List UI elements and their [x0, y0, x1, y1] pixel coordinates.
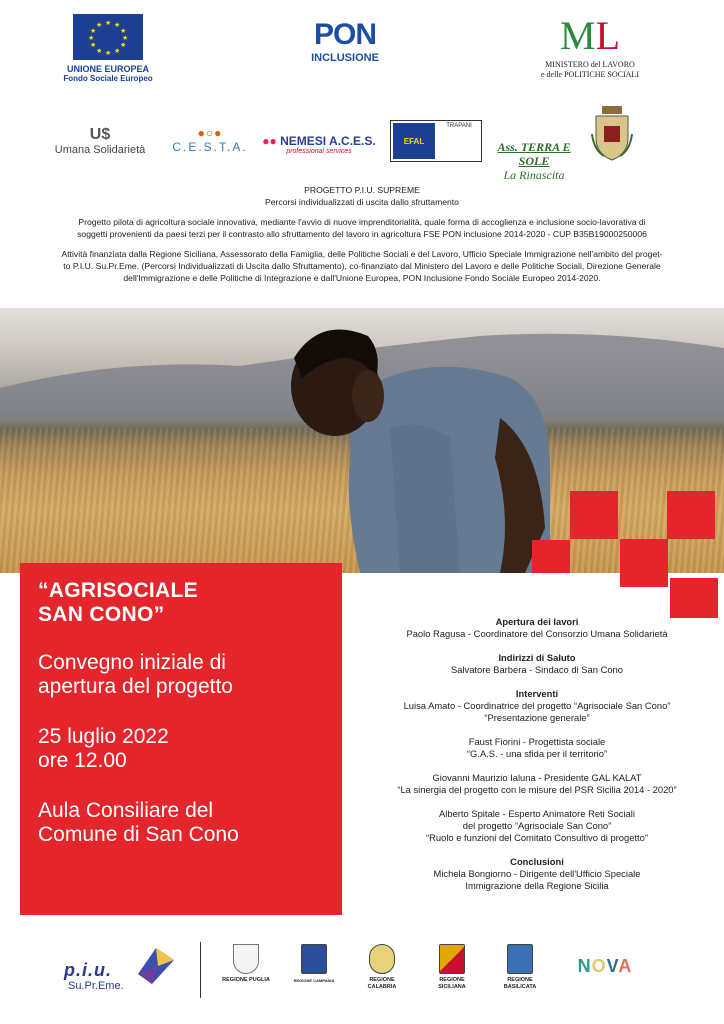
project-funding-line1: Attività finanziata dalla Regione Siciliana, Assessorato della Famiglia, delle Politiche Sociali e del Lavoro, Ufficio Speciale Immigrazione nell'ambito del proget- — [61, 249, 663, 259]
talk-1-title: “Presentazione generale” — [484, 712, 590, 723]
terra-subtitle: La Rinascita — [503, 168, 565, 182]
event-place-line1: Aula Consiliare del — [38, 799, 214, 822]
greetings-heading: Indirizzi di Saluto — [498, 652, 576, 663]
conclusions-speaker-line1: Michela Bongiorno - Dirigente dell'Ufficio Speciale — [433, 868, 641, 879]
decor-square-4 — [532, 540, 570, 573]
region-basilicata-logo — [494, 944, 546, 991]
decor-square-1 — [570, 491, 618, 539]
nemesi-logo — [254, 134, 384, 155]
cesta-name: C.E.S.T.A. — [172, 140, 248, 154]
puglia-shield-icon — [233, 944, 259, 974]
project-desc-line1: Progetto pilota di agricoltura sociale innovativa, mediante l'avvio di nuove imprenditorialità, quale forma di accoglienza e inclusione socio-lavorativa di — [78, 217, 646, 227]
nemesi-name: NEMESI — [280, 134, 327, 148]
opening-heading: Apertura dei lavori — [495, 616, 579, 627]
region-basilicata-name: REGIONE BASILICATA — [503, 977, 537, 990]
project-subtitle: Percorsi individualizzati di uscita dallo sfruttamento — [265, 197, 459, 207]
eu-subtitle: Fondo Sociale Europeo — [63, 74, 153, 83]
programme — [350, 616, 724, 904]
nemesi-dots-icon: ●● — [262, 134, 277, 148]
farmer-figure — [250, 308, 580, 573]
region-puglia-name: REGIONE PUGLIA — [222, 977, 270, 983]
partner-logos — [0, 104, 724, 182]
piu-supreme-logo — [62, 946, 172, 1000]
region-sicilia-name: REGIONE SICILIANA — [438, 977, 466, 990]
talks-heading: Interventi — [515, 688, 559, 699]
project-funding-line3: dell'Immigrazione e delle Politiche di Integrazione e dall'Unione Europea, PON Inclusione Fondo Sociale Europeo 2014-2020. — [123, 273, 601, 283]
event-time: ore 12.00 — [38, 749, 127, 772]
umana-name: Umana Solidarietà — [54, 144, 146, 156]
aces-name: A.C.E.S. — [329, 134, 376, 148]
opening-speaker: Paolo Ragusa - Coordinatore del Consorzio Umana Solidarietà — [406, 628, 668, 639]
event-title-line2: SAN CONO” — [38, 603, 165, 626]
calabria-shield-icon — [369, 944, 395, 974]
ministry-line2: e delle POLITICHE SOCIALI — [541, 70, 639, 79]
nova-logo — [560, 956, 650, 977]
municipality-crest-icon — [590, 104, 634, 162]
eu-flag-icon: ★ ★ ★ ★ ★ ★ ★ ★ ★ ★ ★ ★ — [73, 14, 143, 60]
programme-conclusions — [350, 856, 724, 892]
ministry-logo — [530, 13, 650, 80]
piu-subtitle: Su.Pr.Eme. — [68, 980, 124, 992]
talk-1-speaker: Luisa Amato - Coordinatrice del progetto “Agrisociale San Cono” — [403, 700, 671, 711]
talk-4-speaker: Alberto Spitale - Esperto Animatore Reti Sociali — [439, 808, 635, 819]
terra-e-sole-logo — [484, 140, 584, 182]
project-funding-line2: to P.I.U. Su.Pr.Eme. (Percorsi Individualizzati di Uscita dallo Sfruttamento), co-finanziato dal Ministero del Lavoro e delle Politiche Sociali, Direzione Generale — [63, 261, 661, 271]
terra-name: Ass. TERRA E SOLE — [497, 140, 571, 168]
talk-2-speaker: Faust Fiorini - Progettista sociale — [468, 736, 606, 747]
event-subtitle-line2: apertura del progetto — [38, 675, 233, 698]
event-title-line1: “AGRISOCIALE — [38, 579, 198, 602]
umana-logo — [50, 126, 150, 156]
region-puglia-logo — [220, 944, 272, 984]
talk-4-title: “Ruolo e funzioni del Comitato Consultivo di progetto” — [426, 832, 648, 843]
event-subtitle-line1: Convegno iniziale di — [38, 651, 226, 674]
pon-subtitle: INCLUSIONE — [311, 52, 379, 64]
event-place — [38, 799, 326, 847]
talk-4-project: del progetto “Agrisociale San Cono” — [462, 820, 612, 831]
kite-icon — [134, 946, 176, 986]
institutional-logos — [0, 14, 724, 96]
decor-square-3 — [620, 539, 668, 587]
cesta-logo — [170, 126, 250, 154]
campania-shield-icon — [301, 944, 327, 974]
conclusions-speaker-line2: Immigrazione della Regione Sicilia — [465, 880, 609, 891]
project-title: PROGETTO P.I.U. SUPREME — [304, 185, 420, 195]
nemesi-subtitle: professional services — [286, 148, 352, 155]
sicilia-shield-icon — [439, 944, 465, 974]
programme-talk-3 — [350, 772, 724, 796]
region-campania-logo — [288, 944, 340, 984]
programme-talk-1 — [350, 688, 724, 724]
pon-logo — [300, 20, 390, 65]
umana-icon: U$ — [89, 126, 111, 143]
programme-talk-2 — [350, 736, 724, 760]
divider — [200, 942, 201, 998]
region-calabria-logo — [356, 944, 408, 991]
ministry-line1: MINISTERO del LAVORO — [545, 60, 635, 69]
project-description — [40, 184, 684, 284]
basilicata-shield-icon — [507, 944, 533, 974]
region-sicilia-logo — [426, 944, 478, 991]
talk-3-title: “La sinergia del progetto con le misure del PSR Sicilia 2014 - 2020” — [397, 784, 677, 795]
pon-word: PON — [313, 18, 376, 51]
region-campania-name: REGIONE CAMPANIA — [293, 978, 335, 983]
nova-word: NOVA — [577, 956, 633, 976]
greetings-speaker: Salvatore Barbera - Sindaco di San Cono — [451, 664, 623, 675]
piu-title: p.i.u. — [64, 960, 112, 980]
programme-greetings — [350, 652, 724, 676]
bottom-logos — [0, 940, 724, 1010]
talk-3-speaker: Giovanni Maurizio Ialuna - Presidente GAL KALAT — [432, 772, 642, 783]
cesta-icon: ●○● — [197, 126, 223, 140]
programme-opening — [350, 616, 724, 640]
project-desc-line2: soggetti provenienti da paesi terzi per il contrasto allo sfruttamento del lavoro in agricoltura FSE PON inclusione 2014-2020 - CUP B35B19000250006 — [77, 229, 647, 239]
region-calabria-name: REGIONE CALABRIA — [367, 977, 397, 990]
eu-logo — [58, 14, 158, 83]
event-subtitle — [38, 651, 326, 699]
ministry-ml-icon: ML — [559, 13, 620, 58]
decor-square-5 — [670, 578, 718, 618]
event-date: 25 luglio 2022 — [38, 725, 169, 748]
event-datetime — [38, 725, 326, 773]
efal-name: EFAL — [393, 123, 435, 159]
decor-square-2 — [667, 491, 715, 539]
efal-trapani: TRAPANI — [446, 123, 472, 129]
conclusions-heading: Conclusioni — [510, 856, 564, 867]
eu-title: UNIONE EUROPEA — [66, 64, 149, 74]
programme-talk-4 — [350, 808, 724, 844]
talk-2-title: “G.A.S. - una sfida per il territorio” — [466, 748, 608, 759]
event-place-line2: Comune di San Cono — [38, 823, 239, 846]
efal-logo — [390, 120, 482, 162]
event-title — [38, 579, 326, 627]
event-panel — [20, 563, 342, 915]
